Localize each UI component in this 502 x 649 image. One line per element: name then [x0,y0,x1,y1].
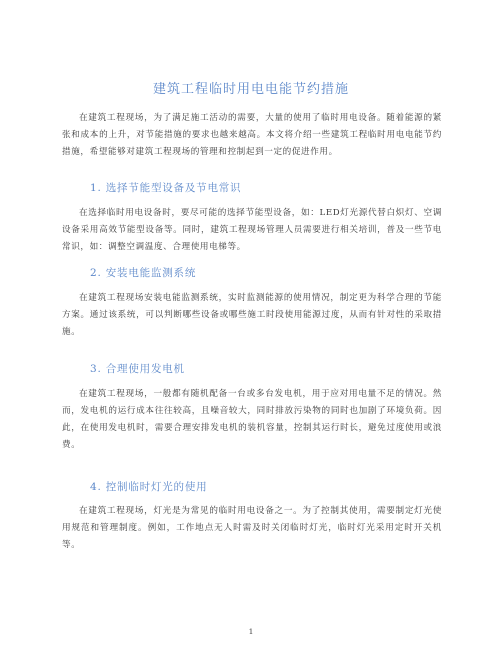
section-3-paragraph: 在建筑工程现场，一般都有随机配备一台或多台发电机，用于应对用电量不足的情况。然而，发电机的运行成本往往较高，且噪音较大，同时排放污染物的同时也加剧了环境负荷。因此，在使用发电机时，需要合理安排发电机的装机容量，控制其运行时长，避免过度使用或浪费。 [62,389,442,450]
section-1-heading: 1. 选择节能型设备及节电常识 [90,182,242,194]
document-title: 建筑工程临时用电电能节约措施 [152,82,349,97]
section-3-heading: 3. 合理使用发电机 [90,363,185,375]
section-2-heading: 2. 安装电能监测系统 [90,267,197,279]
section-2-paragraph: 在建筑工程现场安装电能监测系统，实时监测能源的使用情况，制定更为科学合理的节能方案。通过该系统，可以判断哪些设备或哪些施工时段使用能源过度，从而有针对性的采取措施。 [62,293,442,337]
section-4-paragraph: 在建筑工程现场，灯光是为常见的临时用电设备之一。为了控制其使用，需要制定灯光使用规范和管理制度。例如，工作地点无人时需及时关闭临时灯光，临时灯光采用定时开关机等。 [62,506,442,550]
intro-paragraph: 在建筑工程现场，为了满足施工活动的需要，大量的使用了临时用电设备。随着能源的紧张和成本的上升，对节能措施的要求也越来越高。本文将介绍一些建筑工程临时用电电能节约措施，希望能够对建筑工程现场的管理和控制起到一定的促进作用。 [62,113,442,157]
page-number: 1 [248,627,254,636]
section-4-heading: 4. 控制临时灯光的使用 [90,481,208,493]
section-1-paragraph: 在选择临时用电设备时，要尽可能的选择节能型设备，如：LED灯光源代替白炽灯、空调设备采用高效节能型设备等。同时，建筑工程现场管理人员需要进行相关培训，普及一些节电常识，如：调整空调温度、合理使用电梯等。 [62,208,442,252]
